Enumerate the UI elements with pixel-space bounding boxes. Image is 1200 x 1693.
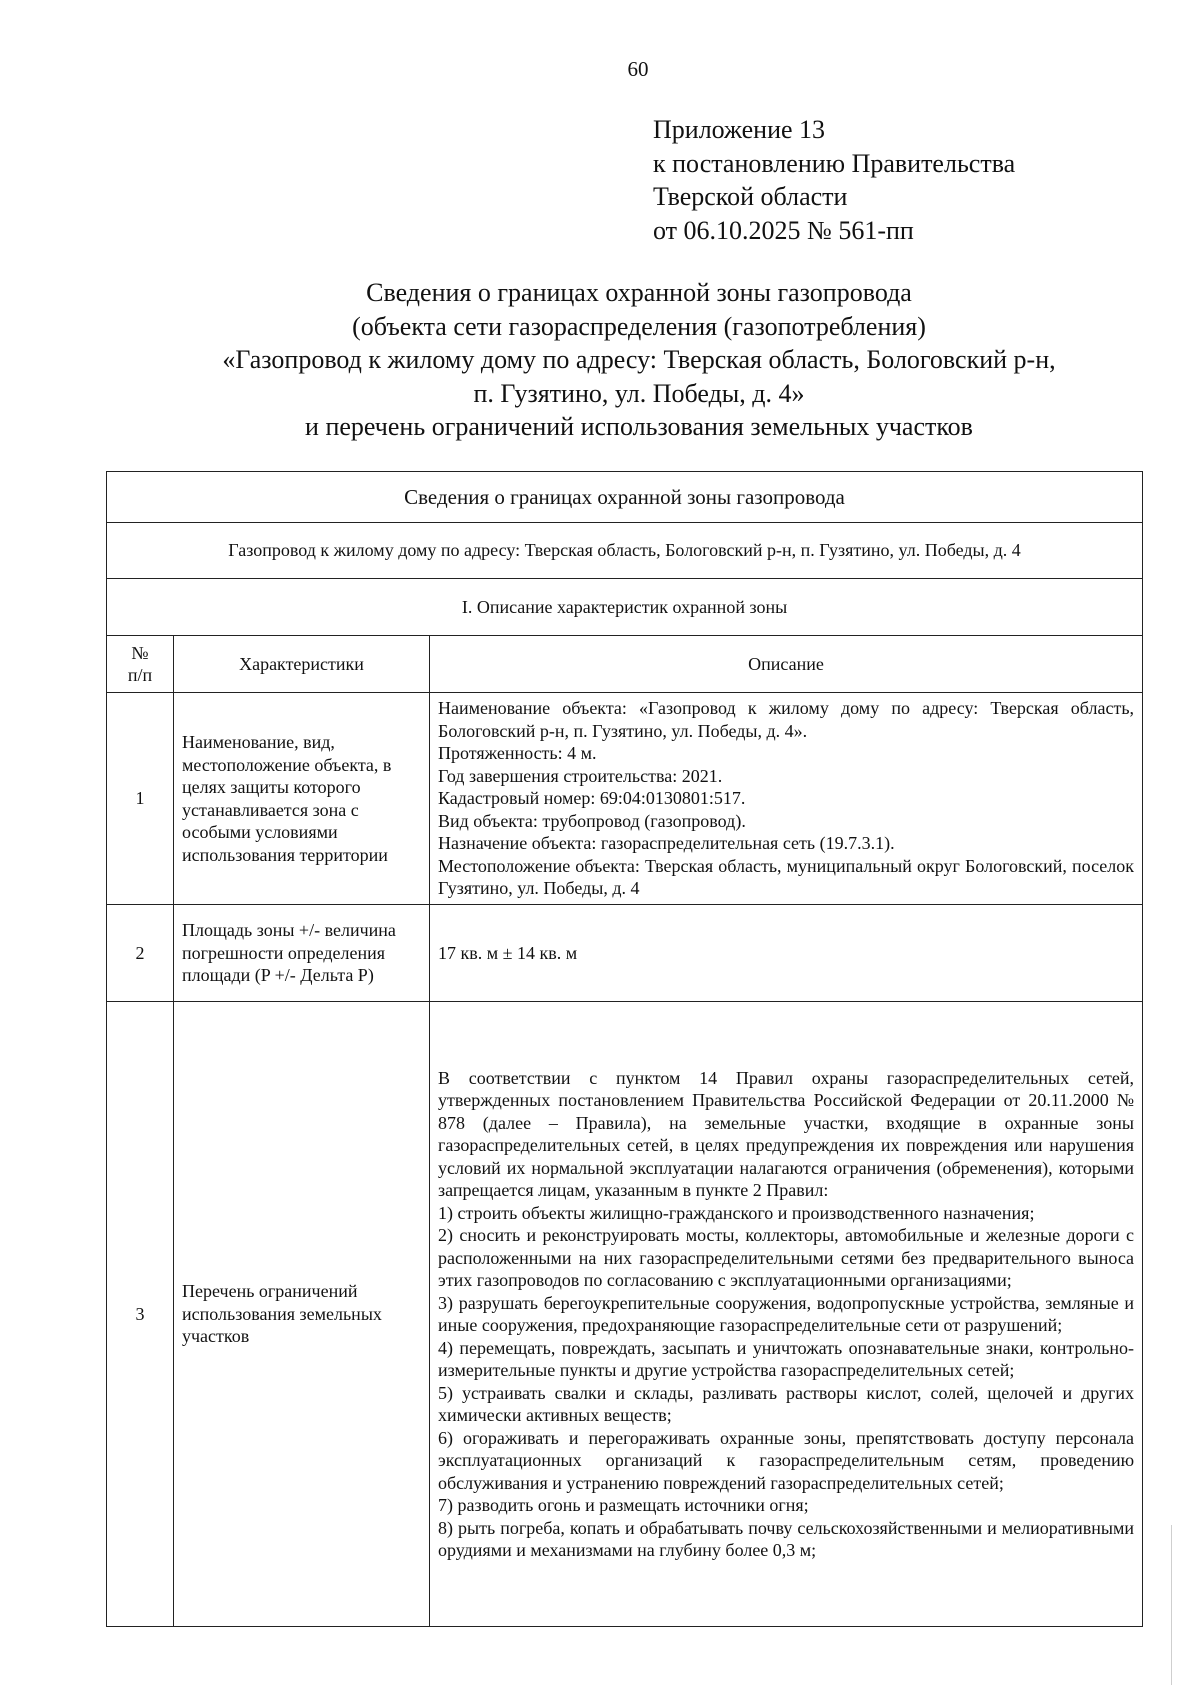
row-description bbox=[430, 905, 1143, 1002]
description-line: Наименование объекта: «Газопровод к жилому дому по адресу: Тверская область, Бологовский р-н, п. Гузятино, ул. Победы, д. 4». bbox=[438, 698, 1135, 741]
title-line: п. Гузятино, ул. Победы, д. 4» bbox=[473, 378, 805, 408]
title-line: «Газопровод к жилому дому по адресу: Тверская область, Бологовский р-н, bbox=[222, 345, 1056, 374]
row-description bbox=[430, 693, 1143, 905]
description-line: В соответствии с пунктом 14 Правил охраны газораспределительных сетей, утвержденных постановлением Правительства Российской Федерации от 20.11.2000 № 878 (далее – Правила), на земельные участки, входящие в охранные зоны газораспределительных сетей, в целях предупреждения их повреждения или нарушения условий их нормальной эксплуатации налагаются ограничения (обременения), которыми запрещается лицам, указанным в пункте 2 Правил: bbox=[438, 1067, 1135, 1200]
document-title bbox=[100, 276, 1178, 444]
scan-edge-mark bbox=[1171, 1525, 1172, 1685]
header-description: Описание bbox=[430, 636, 1143, 693]
protection-zone-table bbox=[106, 471, 1143, 1627]
title-line: Сведения о границах охранной зоны газопровода bbox=[366, 278, 912, 307]
header-num-line1: № bbox=[131, 642, 149, 663]
appendix-header bbox=[653, 113, 1015, 247]
table-banner-object: Газопровод к жилому дому по адресу: Тверская область, Бологовский р-н, п. Гузятино, ул. Победы, д. 4 bbox=[107, 523, 1143, 579]
row-number: 1 bbox=[107, 693, 174, 905]
row-characteristic: Перечень ограничений использования земельных участков bbox=[174, 1002, 430, 1627]
banner-row-object bbox=[107, 523, 1143, 579]
description-line: Кадастровый номер: 69:04:0130801:517. bbox=[438, 788, 746, 809]
title-line: и перечень ограничений использования земельных участков bbox=[305, 412, 973, 441]
appendix-line: Тверской области bbox=[653, 182, 848, 211]
table-banner-section: I. Описание характеристик охранной зоны bbox=[107, 579, 1143, 636]
description-line: 7) разводить огонь и размещать источники огня; bbox=[438, 1495, 809, 1515]
description-line: 8) рыть погреба, копать и обрабатывать почву сельскохозяйственными и мелиоративными орудиями и механизмами на глубину более 0,3 м; bbox=[438, 1517, 1135, 1560]
table-row bbox=[107, 905, 1143, 1002]
description-line: 3) разрушать берегоукрепительные сооружения, водопропускные устройства, земляные и иные сооружения, предохраняющие газораспределительные сети от разрушений; bbox=[438, 1292, 1135, 1335]
description-line: 4) перемещать, повреждать, засыпать и уничтожать опознавательные знаки, контрольно-измерительные пункты и другие устройства газораспределительных сетей; bbox=[438, 1337, 1135, 1380]
header-num bbox=[107, 636, 174, 693]
description-line: 5) устраивать свалки и склады, разливать растворы кислот, солей, щелочей и других химически активных веществ; bbox=[438, 1382, 1135, 1425]
appendix-line: от 06.10.2025 № 561-пп bbox=[653, 215, 914, 245]
banner-row-title bbox=[107, 472, 1143, 523]
description-line: 2) сносить и реконструировать мосты, коллекторы, автомобильные и железные дороги с расположенными на них газораспределительными сетями без предварительного выноса этих газопроводов по согласованию с эксплуатационными организациями; bbox=[438, 1225, 1135, 1290]
row-characteristic: Наименование, вид, местоположение объекта, в целях защиты которого устанавливается зона с особыми условиями использования территории bbox=[174, 693, 430, 905]
title-line: (объекта сети газораспределения (газопотребления) bbox=[352, 311, 926, 341]
page-number: 60 bbox=[627, 57, 649, 81]
description-line: 17 кв. м ± 14 кв. м bbox=[438, 942, 578, 963]
table-row bbox=[107, 693, 1143, 905]
row-characteristic: Площадь зоны +/- величина погрешности определения площади (P +/- Дельта P) bbox=[174, 905, 430, 1002]
description-line: Протяженность: 4 м. bbox=[438, 743, 597, 764]
description-line: Назначение объекта: газораспределительная сеть (19.7.3.1). bbox=[438, 833, 895, 854]
description-line: 6) огораживать и перегораживать охранные зоны, препятствовать доступу персонала эксплуатационных организаций к газораспределительным сетям, проведению обслуживания и устранению повреждений газораспределительных сетей; bbox=[438, 1427, 1135, 1493]
table-header-row bbox=[107, 636, 1143, 693]
header-characteristics: Характеристики bbox=[174, 636, 430, 693]
row-number: 2 bbox=[107, 905, 174, 1002]
appendix-line: Приложение 13 bbox=[653, 115, 826, 144]
banner-row-section bbox=[107, 579, 1143, 636]
header-num-line2: п/п bbox=[127, 665, 153, 685]
row-number: 3 bbox=[107, 1002, 174, 1627]
appendix-line: к постановлению Правительства bbox=[653, 148, 1016, 178]
description-line: 1) строить объекты жилищно-гражданского и производственного назначения; bbox=[438, 1202, 1035, 1223]
row-description bbox=[430, 1002, 1143, 1627]
description-line: Год завершения строительства: 2021. bbox=[438, 765, 723, 786]
table-banner-title: Сведения о границах охранной зоны газопровода bbox=[107, 472, 1143, 523]
description-line: Вид объекта: трубопровод (газопровод). bbox=[438, 810, 746, 831]
table-row bbox=[107, 1002, 1143, 1627]
description-line: Местоположение объекта: Тверская область, муниципальный округ Бологовский, поселок Гузятино, ул. Победы, д. 4 bbox=[438, 855, 1135, 899]
